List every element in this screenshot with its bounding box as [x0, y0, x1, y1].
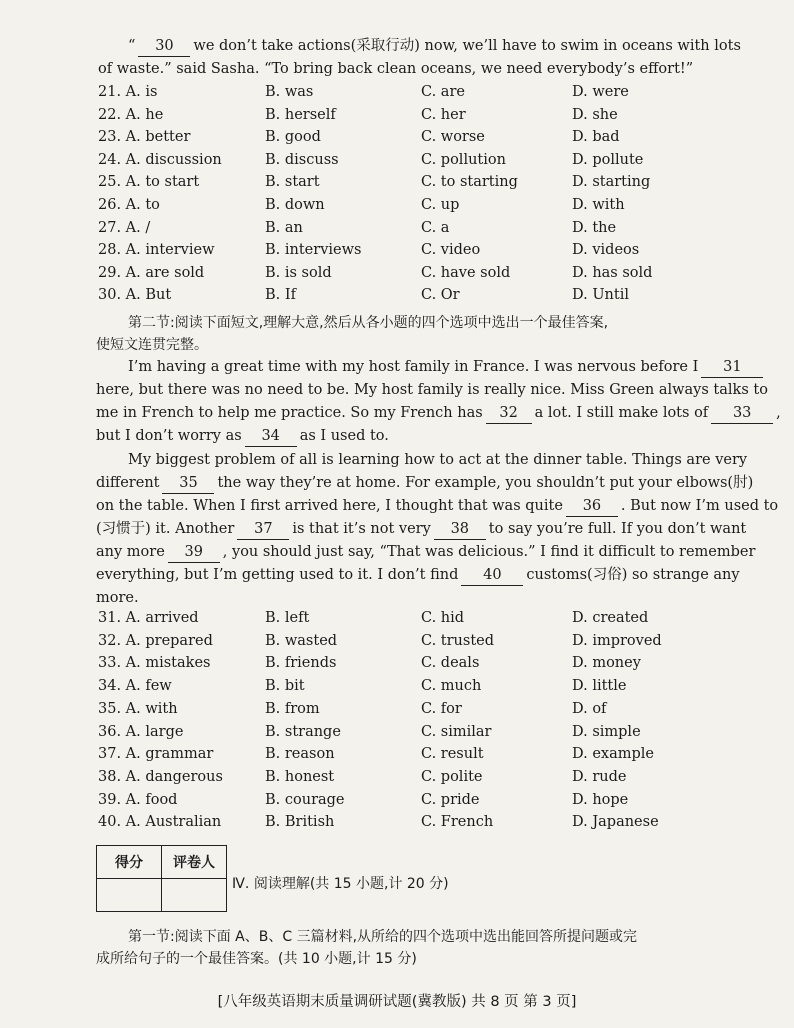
option-a: 38. A. dangerous	[98, 768, 223, 785]
blank-35: 35	[162, 473, 214, 494]
option-a: 31. A. arrived	[98, 610, 199, 626]
option-d: D. simple	[572, 723, 641, 740]
passage-line	[96, 565, 740, 586]
option-b: B. left	[265, 610, 310, 626]
page-footer: [八年级英语期末质量调研试题(冀教版) 共 8 页 第 3 页]	[217, 994, 577, 1010]
option-d: D. pollute	[572, 151, 644, 168]
blank-32: 32	[486, 403, 532, 424]
option-c: C. her	[421, 106, 466, 123]
passage-line	[96, 496, 778, 517]
option-b: B. If	[265, 287, 296, 304]
text: customs(习俗) so strange any	[526, 567, 740, 583]
passage-line: here, but there was no need to be. My host family is really nice. Miss Green always talks to	[96, 382, 768, 398]
blank-40: 40	[461, 565, 523, 586]
intro-line-2: of waste.” said Sasha. “To bring back clean oceans, we need everybody’s effort!”	[98, 61, 694, 77]
text: a lot. I still make lots of	[534, 405, 709, 421]
score-cell[interactable]	[97, 879, 162, 912]
option-b: B. interviews	[265, 242, 362, 259]
option-a: 34. A. few	[98, 678, 172, 695]
text: on the table. When I first arrived here, I thought that was quite	[96, 498, 563, 514]
option-c: C. similar	[421, 723, 492, 740]
blank-34: 34	[245, 426, 297, 447]
option-b: B. from	[265, 700, 320, 717]
option-b: B. discuss	[265, 151, 339, 168]
option-c: C. polite	[421, 768, 483, 785]
option-c: C. have sold	[421, 264, 511, 281]
option-a: 22. A. he	[98, 106, 164, 123]
option-d: D. rude	[572, 768, 627, 785]
option-d: D. she	[572, 106, 618, 123]
option-c: C. deals	[421, 655, 480, 672]
option-d: D. hope	[572, 791, 629, 808]
option-d: D. Japanese	[572, 814, 659, 831]
option-b: B. wasted	[265, 632, 338, 649]
blank-31: 31	[701, 357, 763, 378]
text: different	[96, 475, 160, 491]
passage-line	[96, 542, 755, 563]
text: any more	[96, 544, 165, 560]
option-c: C. trusted	[421, 632, 495, 649]
blank-39: 39	[168, 542, 220, 563]
option-d: D. the	[572, 219, 617, 236]
option-d: D. starting	[572, 174, 651, 191]
option-c: C. result	[421, 746, 484, 763]
option-a: 29. A. are sold	[98, 264, 205, 281]
text: is that it’s not very	[292, 521, 431, 537]
option-b: B. friends	[265, 655, 337, 672]
blank-30: 30	[138, 36, 190, 57]
passage-line	[128, 357, 766, 378]
passage-line	[96, 426, 389, 447]
option-c: C. pollution	[421, 151, 506, 168]
text: me in French to help me practice. So my French has	[96, 405, 483, 421]
option-b: B. reason	[265, 746, 335, 763]
passage-line	[96, 519, 746, 540]
blank-33: 33	[711, 403, 773, 424]
option-d: D. improved	[572, 632, 662, 649]
option-b: B. herself	[265, 106, 336, 123]
part4-title: Ⅳ. 阅读理解(共 15 小题,计 20 分)	[232, 876, 449, 892]
option-d: D. money	[572, 655, 641, 672]
option-b: B. was	[265, 84, 314, 100]
option-c: C. Or	[421, 287, 460, 304]
score-table	[96, 845, 227, 912]
blank-37: 37	[237, 519, 289, 540]
part4-instruction: 第一节:阅读下面 A、B、C 三篇材料,从所给的四个选项中选出能回答所提问题或完	[128, 929, 638, 945]
passage-line	[96, 473, 753, 494]
blank-38: 38	[434, 519, 486, 540]
option-c: C. French	[421, 814, 494, 831]
option-a: 40. A. Australian	[98, 814, 222, 831]
option-a: 33. A. mistakes	[98, 655, 211, 672]
text: I’m having a great time with my host family in France. I was nervous before I	[128, 359, 699, 375]
text: ,	[776, 405, 781, 421]
option-c: C. much	[421, 678, 482, 695]
option-b: B. courage	[265, 791, 345, 808]
option-a: 26. A. to	[98, 197, 160, 213]
option-c: C. are	[421, 84, 465, 100]
section2-instruction: 第二节:阅读下面短文,理解大意,然后从各小题的四个选项中选出一个最佳答案,	[128, 315, 609, 331]
option-d: D. of	[572, 700, 607, 717]
option-c: C. to starting	[421, 174, 518, 191]
option-d: D. bad	[572, 129, 620, 146]
option-b: B. is sold	[265, 264, 332, 281]
passage-line: more.	[96, 590, 139, 606]
option-d: D. created	[572, 610, 649, 626]
score-header: 得分	[97, 846, 162, 879]
option-a: 21. A. is	[98, 84, 158, 100]
option-b: B. honest	[265, 768, 335, 785]
option-a: 24. A. discussion	[98, 151, 222, 168]
option-b: B. British	[265, 814, 335, 831]
grader-cell[interactable]	[162, 879, 227, 912]
option-a: 36. A. large	[98, 723, 184, 740]
text: the way they’re at home. For example, you shouldn’t put your elbows(肘)	[217, 475, 754, 491]
option-a: 32. A. prepared	[98, 632, 213, 649]
text: , you should just say, “That was delicious.” I find it difficult to remember	[222, 544, 756, 560]
option-c: C. up	[421, 197, 460, 213]
option-d: D. were	[572, 84, 629, 100]
option-b: B. bit	[265, 678, 305, 695]
section2-instruction-cont: 使短文连贯完整。	[96, 337, 208, 353]
text: everything, but I’m getting used to it. I don’t find	[96, 567, 459, 583]
intro-line-1	[128, 36, 741, 57]
open-quote: “	[128, 38, 136, 54]
part4-instruction-cont: 成所给句子的一个最佳答案。(共 10 小题,计 15 分)	[96, 951, 417, 967]
text: . But now I’m used to	[620, 498, 779, 514]
text: but I don’t worry as	[96, 428, 242, 444]
option-c: C. video	[421, 242, 481, 259]
option-c: C. worse	[421, 129, 485, 146]
option-d: D. with	[572, 197, 625, 213]
option-a: 35. A. with	[98, 700, 178, 717]
option-d: D. example	[572, 746, 654, 763]
option-d: D. videos	[572, 242, 640, 259]
passage-line: My biggest problem of all is learning how to act at the dinner table. Things are very	[128, 452, 748, 468]
text: as I used to.	[299, 428, 389, 444]
option-b: B. an	[265, 219, 303, 236]
option-a: 37. A. grammar	[98, 746, 214, 763]
intro-line-1-text: we don’t take actions(采取行动) now, we’ll have to swim in oceans with lots	[193, 38, 741, 54]
option-c: C. for	[421, 700, 462, 717]
option-b: B. good	[265, 129, 321, 146]
option-d: D. little	[572, 678, 627, 695]
option-b: B. start	[265, 174, 320, 191]
option-a: 23. A. better	[98, 129, 191, 146]
passage-line	[96, 403, 781, 424]
grader-header: 评卷人	[162, 846, 227, 879]
option-a: 28. A. interview	[98, 242, 215, 259]
option-d: D. has sold	[572, 264, 653, 281]
option-a: 25. A. to start	[98, 174, 200, 191]
text: (习惯于) it. Another	[96, 521, 235, 537]
option-a: 30. A. But	[98, 287, 172, 304]
option-c: C. pride	[421, 791, 480, 808]
option-b: B. down	[265, 197, 325, 213]
option-b: B. strange	[265, 723, 341, 740]
option-d: D. Until	[572, 287, 629, 304]
option-c: C. hid	[421, 610, 465, 626]
option-c: C. a	[421, 219, 450, 236]
blank-36: 36	[566, 496, 618, 517]
option-a: 39. A. food	[98, 791, 178, 808]
option-a: 27. A. /	[98, 219, 151, 236]
text: to say you’re full. If you don’t want	[488, 521, 747, 537]
